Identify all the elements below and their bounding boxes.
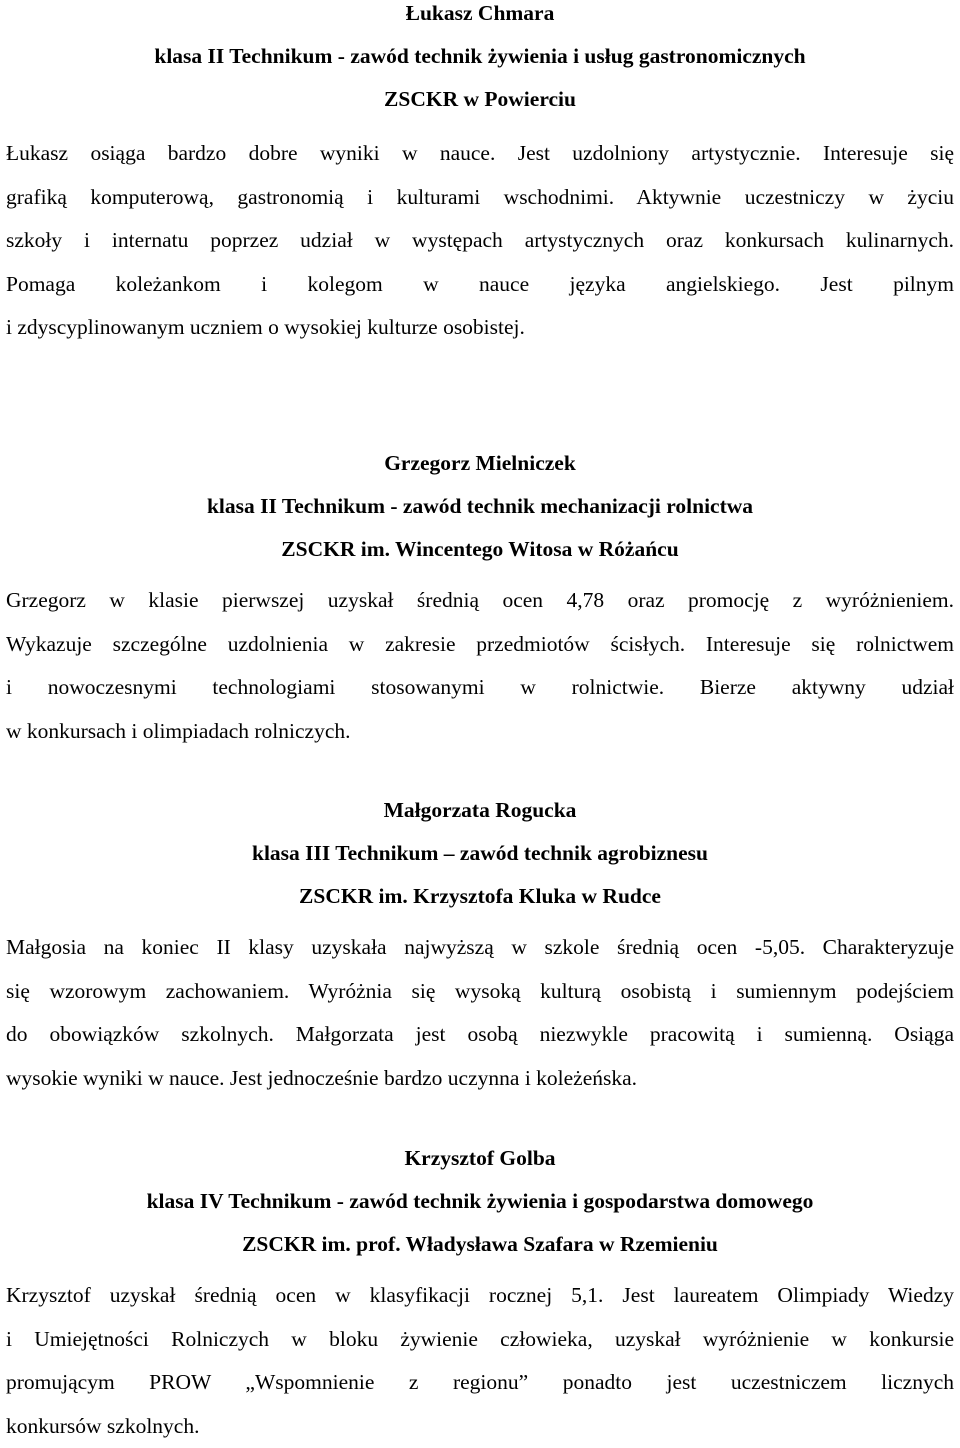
- student-school: ZSCKR im. Wincentego Witosa w Różańcu: [6, 536, 954, 579]
- student-name: Krzysztof Golba: [6, 1145, 954, 1188]
- description-line: i nowoczesnymi technologiami stosowanymi w rolnictwie. Bierze aktywny udział: [6, 666, 954, 710]
- description-line: do obowiązków szkolnych. Małgorzata jest osobą niezwykle pracowitą i sumienną. Osiąga: [6, 1013, 954, 1057]
- student-school: ZSCKR im. Krzysztofa Kluka w Rudce: [6, 883, 954, 926]
- student-class: klasa II Technikum - zawód technik żywienia i usług gastronomicznych: [6, 43, 954, 86]
- student-section-1: [6, 0, 954, 350]
- description-line: konkursów szkolnych.: [6, 1405, 954, 1448]
- student-section-4: [6, 1145, 954, 1448]
- description-line: grafiką komputerową, gastronomią i kulturami wschodnimi. Aktywnie uczestniczy w życiu: [6, 176, 954, 220]
- student-class: klasa IV Technikum - zawód technik żywienia i gospodarstwa domowego: [6, 1188, 954, 1231]
- description-line: Łukasz osiąga bardzo dobre wyniki w nauce. Jest uzdolniony artystycznie. Interesuje się: [6, 132, 954, 176]
- description-line: Grzegorz w klasie pierwszej uzyskał średnią ocen 4,78 oraz promocję z wyróżnieniem.: [6, 579, 954, 623]
- description-line: szkoły i internatu poprzez udział w występach artystycznych oraz konkursach kulinarnych.: [6, 219, 954, 263]
- description-line: się wzorowym zachowaniem. Wyróżnia się wysoką kulturą osobistą i sumiennym podejściem: [6, 970, 954, 1014]
- description-line: wysokie wyniki w nauce. Jest jednocześnie bardzo uczynna i koleżeńska.: [6, 1057, 954, 1101]
- student-description: [6, 926, 954, 1100]
- description-line: promującym PROW „Wspomnienie z regionu” ponadto jest uczestniczem licznych: [6, 1361, 954, 1405]
- description-line: i zdyscyplinowanym uczniem o wysokiej kulturze osobistej.: [6, 306, 954, 350]
- student-school: ZSCKR w Powierciu: [6, 86, 954, 129]
- student-class: klasa III Technikum – zawód technik agrobiznesu: [6, 840, 954, 883]
- student-class: klasa II Technikum - zawód technik mechanizacji rolnictwa: [6, 493, 954, 536]
- student-description: [6, 1274, 954, 1448]
- student-description: [6, 579, 954, 753]
- description-line: Wykazuje szczególne uzdolnienia w zakresie przedmiotów ścisłych. Interesuje się rolnictwem: [6, 623, 954, 667]
- student-name: Grzegorz Mielniczek: [6, 450, 954, 493]
- student-description: [6, 132, 954, 350]
- description-line: i Umiejętności Rolniczych w bloku żywienie człowieka, uzyskał wyróżnienie w konkursie: [6, 1318, 954, 1362]
- student-section-2: [6, 450, 954, 753]
- student-name: Łukasz Chmara: [6, 0, 954, 43]
- description-line: Małgosia na koniec II klasy uzyskała najwyższą w szkole średnią ocen -5,05. Charakteryzuje: [6, 926, 954, 970]
- student-section-3: [6, 797, 954, 1100]
- student-school: ZSCKR im. prof. Władysława Szafara w Rzemieniu: [6, 1231, 954, 1274]
- description-line: Pomaga koleżankom i kolegom w nauce języka angielskiego. Jest pilnym: [6, 263, 954, 307]
- student-name: Małgorzata Rogucka: [6, 797, 954, 840]
- description-line: Krzysztof uzyskał średnią ocen w klasyfikacji rocznej 5,1. Jest laureatem Olimpiady Wiedzy: [6, 1274, 954, 1318]
- description-line: w konkursach i olimpiadach rolniczych.: [6, 710, 954, 754]
